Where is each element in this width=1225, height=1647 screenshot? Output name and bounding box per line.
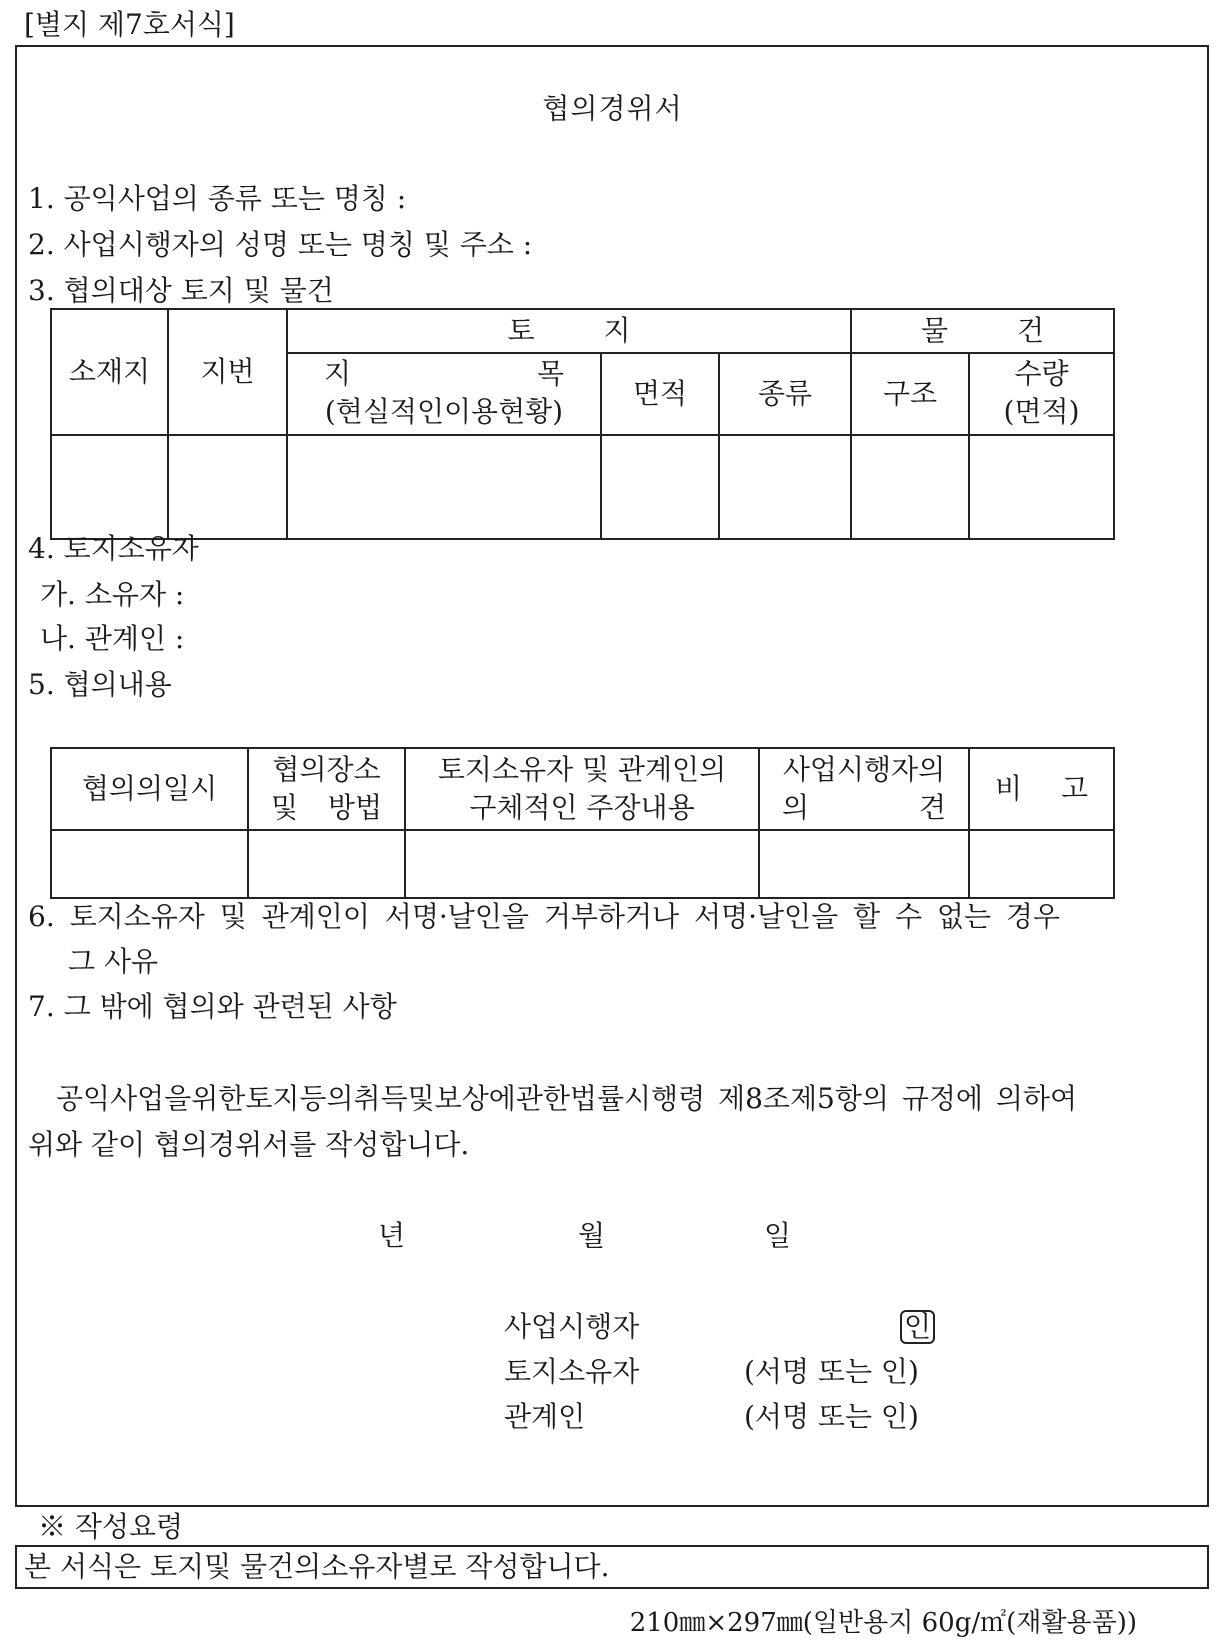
cell-land-category[interactable] bbox=[287, 435, 601, 539]
item-7-label: 7. 그 밖에 협의와 관련된 사항 bbox=[28, 990, 397, 1023]
header-datetime: 협의의일시 bbox=[51, 748, 248, 830]
signer-operator-label: 사업시행자 bbox=[504, 1310, 640, 1343]
header-quantity bbox=[969, 353, 1114, 435]
header-group-land: 토 지 bbox=[287, 309, 851, 353]
cell-area[interactable] bbox=[601, 435, 719, 539]
seal-mark bbox=[900, 1310, 935, 1344]
header-place-method-word: 방법 bbox=[327, 791, 382, 824]
date-day: 일 bbox=[764, 1219, 792, 1252]
header-area: 면적 bbox=[601, 353, 719, 435]
header-place-main: 협의장소 bbox=[272, 753, 381, 786]
cell-remarks[interactable] bbox=[969, 830, 1114, 898]
cell-structure[interactable] bbox=[851, 435, 969, 539]
header-remarks: 비 고 bbox=[969, 748, 1114, 830]
page-title: 협의경위서 bbox=[542, 92, 683, 125]
item-1-label: 1. 공익사업의 종류 또는 명칭 : bbox=[28, 182, 407, 215]
header-place-and: 및 bbox=[271, 791, 299, 824]
cell-datetime[interactable] bbox=[51, 830, 248, 898]
consultation-table bbox=[50, 747, 1115, 899]
signer-owner-sign: (서명 또는 인) bbox=[744, 1355, 919, 1388]
header-quantity-sub: (면적) bbox=[1003, 395, 1080, 428]
signer-owner-label: 토지소유자 bbox=[504, 1355, 640, 1388]
cell-place-method[interactable] bbox=[248, 830, 405, 898]
cell-quantity[interactable] bbox=[969, 435, 1114, 539]
date-year: 년 bbox=[378, 1219, 406, 1252]
item-4a-label: 가. 소유자 : bbox=[40, 578, 185, 611]
header-opinion-a: 의 bbox=[782, 791, 810, 824]
table-row bbox=[51, 830, 1114, 898]
paper-spec: 210㎜×297㎜(일반용지 60g/㎡(재활용품)) bbox=[629, 1608, 1137, 1638]
signer-related-label: 관계인 bbox=[504, 1400, 586, 1433]
notes-text: 본 서식은 토지및 물건의소유자별로 작성합니다. bbox=[24, 1550, 610, 1583]
notes-heading: ※ 작성요령 bbox=[38, 1510, 184, 1543]
header-location: 소재지 bbox=[51, 309, 168, 435]
land-goods-table bbox=[50, 308, 1115, 540]
header-land-category-sub: (현실적인이용현황) bbox=[324, 395, 564, 428]
item-6-label-cont: 그 사유 bbox=[68, 945, 159, 978]
cell-type[interactable] bbox=[719, 435, 851, 539]
header-quantity-main: 수량 bbox=[1014, 357, 1069, 390]
signer-related-sign: (서명 또는 인) bbox=[744, 1400, 919, 1433]
header-lot-number: 지번 bbox=[168, 309, 287, 435]
item-3-label: 3. 협의대상 토지 및 물건 bbox=[28, 274, 334, 307]
header-land-category-a: 지 bbox=[324, 357, 352, 390]
header-place-method bbox=[248, 748, 405, 830]
header-operator-opinion bbox=[759, 748, 969, 830]
table-row bbox=[51, 435, 1114, 539]
header-opinion-line1: 사업시행자의 bbox=[782, 753, 946, 786]
header-claims-line1: 토지소유자 및 관계인의 bbox=[437, 753, 727, 786]
item-2-label: 2. 사업시행자의 성명 또는 명칭 및 주소 : bbox=[28, 228, 533, 261]
header-claims-line2: 구체적인 주장내용 bbox=[469, 791, 695, 824]
statement-line-2: 위와 같이 협의경위서를 작성합니다. bbox=[28, 1128, 470, 1161]
header-land-category bbox=[287, 353, 601, 435]
date-month: 월 bbox=[578, 1219, 606, 1252]
statement-line-1: 공익사업을위한토지등의취득및보상에관한법률시행령 제8조제5항의 규정에 의하여 bbox=[56, 1082, 1078, 1115]
form-label: [별지 제7호서식] bbox=[24, 8, 235, 41]
cell-operator-opinion[interactable] bbox=[759, 830, 969, 898]
header-opinion-b: 견 bbox=[918, 791, 946, 824]
item-4-label: 4. 토지소유자 bbox=[28, 532, 199, 565]
cell-lot-number[interactable] bbox=[168, 435, 287, 539]
item-5-label: 5. 협의내용 bbox=[28, 668, 172, 701]
item-4b-label: 나. 관계인 : bbox=[40, 622, 185, 655]
header-structure: 구조 bbox=[851, 353, 969, 435]
cell-location[interactable] bbox=[51, 435, 168, 539]
header-group-goods: 물 건 bbox=[851, 309, 1114, 353]
header-type: 종류 bbox=[719, 353, 851, 435]
header-land-category-b: 목 bbox=[536, 357, 564, 390]
item-6-label: 6. 토지소유자 및 관계인이 서명·날인을 거부하거나 서명·날인을 할 수 없는 경우 bbox=[28, 900, 1061, 933]
cell-claims[interactable] bbox=[405, 830, 759, 898]
seal-mark-text: 인 bbox=[900, 1310, 935, 1344]
header-claims bbox=[405, 748, 759, 830]
